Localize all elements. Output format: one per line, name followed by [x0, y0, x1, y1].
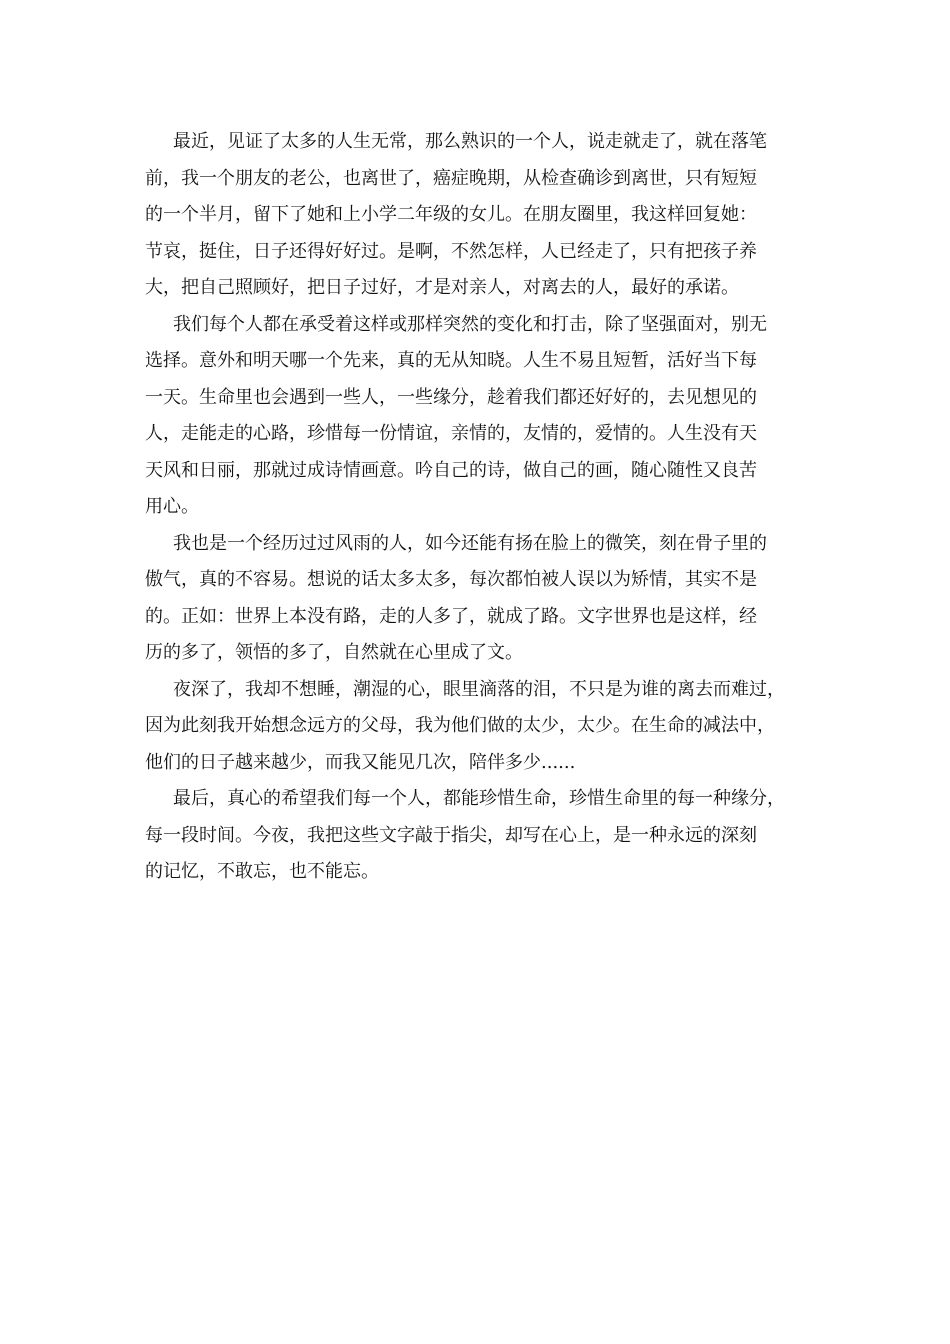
paragraph-line: 节哀，挺住，日子还得好好过。是啊，不然怎样，人已经走了，只有把孩子养 — [145, 240, 757, 262]
paragraph-line: 大，把自己照顾好，把日子过好，才是对亲人，对离去的人，最好的承诺。 — [145, 277, 739, 298]
document-body — [145, 124, 813, 891]
paragraph-line: 的记忆，不敢忘，也不能忘。 — [145, 861, 379, 882]
paragraph-line: 选择。意外和明天哪一个先来，真的无从知晓。人生不易且短暂，活好当下每 — [145, 350, 757, 371]
paragraph-line: 人，走能走的心路，珍惜每一份情谊，亲情的，友情的，爱情的。人生没有天 — [145, 423, 757, 444]
paragraph-line: 每一段时间。今夜，我把这些文字敲于指尖，却写在心上，是一种永远的深刻 — [145, 824, 757, 846]
paragraph-line: 因为此刻我开始想念远方的父母，我为他们做的太少，太少。在生命的减法中， — [145, 715, 775, 736]
paragraph-1 — [145, 124, 813, 307]
paragraph-line: 最后，真心的希望我们每一个人，都能珍惜生命，珍惜生命里的每一种缘分， — [173, 788, 785, 809]
paragraph-5 — [145, 781, 813, 891]
paragraph-3 — [145, 526, 813, 672]
paragraph-4 — [145, 672, 813, 782]
paragraph-line: 一天。生命里也会遇到一些人，一些缘分，趁着我们都还好好的，去见想见的 — [145, 386, 757, 408]
paragraph-line: 我也是一个经历过过风雨的人，如今还能有扬在脸上的微笑，刻在骨子里的 — [173, 532, 767, 554]
paragraph-line: 天风和日丽，那就过成诗情画意。吟自己的诗，做自己的画，随心随性又良苦 — [145, 459, 757, 481]
paragraph-line: 我们每个人都在承受着这样或那样突然的变化和打击，除了坚强面对，别无 — [173, 313, 767, 335]
paragraph-line: 夜深了，我却不想睡，潮湿的心，眼里滴落的泪，不只是为谁的离去而难过， — [173, 678, 785, 700]
paragraph-line: 傲气，真的不容易。想说的话太多太多，每次都怕被人误以为矫情，其实不是 — [145, 569, 757, 590]
paragraph-2 — [145, 307, 813, 526]
paragraph-line: 的一个半月，留下了她和上小学二年级的女儿。在朋友圈里，我这样回复她： — [145, 204, 757, 225]
paragraph-line: 用心。 — [145, 496, 199, 517]
paragraph-line: 的。正如：世界上本没有路，走的人多了，就成了路。文字世界也是这样，经 — [145, 605, 757, 627]
paragraph-line: 最近，见证了太多的人生无常，那么熟识的一个人，说走就走了，就在落笔 — [173, 131, 767, 152]
paragraph-line: 他们的日子越来越少，而我又能见几次，陪伴多少...... — [145, 751, 576, 773]
paragraph-line: 历的多了，领悟的多了，自然就在心里成了文。 — [145, 642, 523, 663]
paragraph-line: 前，我一个朋友的老公，也离世了，癌症晚期，从检查确诊到离世，只有短短 — [145, 167, 757, 189]
